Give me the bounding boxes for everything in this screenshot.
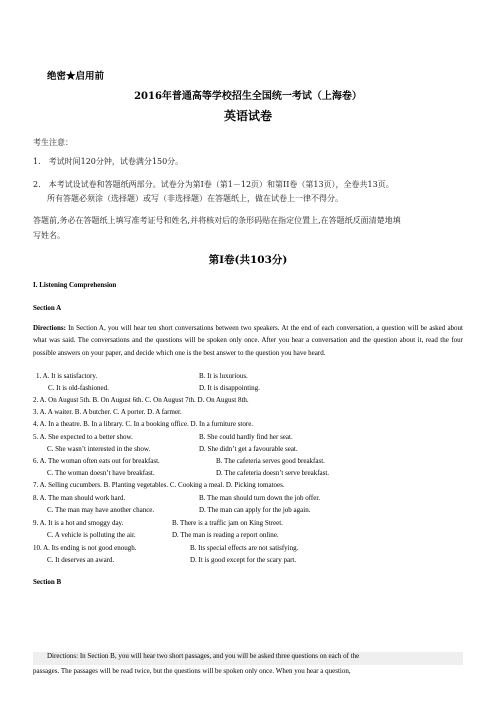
answer-instruction-cont: 写姓名。 (33, 231, 65, 240)
question-5-option-b: B. She could hardly find her seat. (199, 433, 293, 441)
question-3: 3. A. A waiter. B. A butcher. C. A porter. D. A farmer. (33, 408, 182, 416)
question-9-option-c: C. A vehicle is polluting the air. (47, 531, 136, 539)
exam-title: 2016年普通高等学校招生全国统一考试（上海卷） (134, 91, 362, 102)
question-1-option-b: B. It is luxurious. (199, 372, 248, 380)
question-5-option-a: 5. A. She expected to a better show. (33, 433, 133, 441)
secret-label: 绝密★启用前 (47, 71, 105, 82)
notice-heading: 考生注意： (33, 138, 73, 147)
question-6-option-c: C. The woman doesn’t have breakfast. (47, 469, 155, 477)
notice-item-1: 1. 考试时间120分钟，试卷满分150分。 (33, 157, 184, 166)
question-9-option-a: 9. A. It is a hot and smoggy day. (33, 519, 124, 527)
notice-item-2-cont: 所有答题必须涂（选择题）或写（非选择题）在答题纸上，做在试卷上一律不得分。 (47, 194, 343, 203)
question-6-option-b: B. The cafeteria serves good breakfast. (216, 457, 325, 465)
question-10-option-b: B. Its special effects are not satisfying. (190, 544, 299, 552)
question-10-option-a: 10. A. Its ending is not good enough. (33, 544, 137, 552)
question-7: 7. A. Selling cucumbers. B. Planting vegetables. C. Cooking a meal. D. Picking tomatoes. (33, 481, 285, 489)
question-10-option-d: D. It is good except for the scary part. (190, 556, 297, 564)
question-9-option-d: D. The man is reading a report online. (172, 531, 279, 539)
section-b-directions-line-2: passages. The passages will be read twice, but the questions will be spoken only once. When you hear a question, (33, 667, 351, 675)
section-a-title: Section A (33, 304, 62, 312)
paper-title: 英语试卷 (223, 109, 272, 123)
question-2: 2. A. On August 5th. B. On August 6th. C. On August 7th. D. On August 8th. (33, 396, 249, 404)
section-heading: I. Listening Comprehension (33, 281, 117, 289)
question-10-option-c: C. It deserves an award. (47, 556, 115, 564)
question-8-option-c: C. The man may have another chance. (47, 506, 155, 514)
notice-item-2: 2. 本考试设试卷和答题纸两部分。试卷分为第I卷（第1－12页）和第II卷（第13页），全卷共13页。 (33, 180, 394, 189)
question-1-option-c: C. It is old-fashioned. (48, 384, 109, 392)
question-6-option-a: 6. A. The woman often eats out for breakfast. (33, 457, 160, 465)
question-9-option-b: B. There is a traffic jam on King Street. (172, 519, 283, 527)
question-5-option-c: C. She wasn’t interested in the show. (47, 445, 151, 453)
directions-label: Directions: (33, 324, 66, 332)
question-6-option-d: D. The cafeteria doesn’t serve breakfast. (216, 469, 330, 477)
question-8-option-a: 8. A. The man should work hard. (33, 494, 126, 502)
section-b-title: Section B (33, 578, 62, 586)
question-8-option-d: D. The man can apply for the job again. (199, 506, 311, 514)
question-1-option-d: D. It is disappointing. (199, 384, 260, 392)
part-title: 第I卷(共103分) (208, 254, 288, 266)
section-b-directions-line-1: Directions: In Section B, you will hear two short passages, and you will be asked three questions on each of the (47, 652, 360, 660)
answer-instruction: 答题前,务必在答题纸上填写准考证号和姓名,并将核对后的条形码贴在指定位置上,在答题纸反面清楚地填 (33, 216, 401, 225)
question-4: 4. A. In a theatre. B. In a library. C. In a booking office. D. In a furniture store. (33, 420, 254, 428)
directions-text: In Section A, you will hear ten short conversations between two speakers. At the end of each conversation, a question will be asked about what was said. The conversations and the questions will be spoken only once. After you hear a conversation and the question about it, read the four possible answers on your paper, and decide which one is the best answer to the question you have heard. (33, 324, 463, 357)
question-5-option-d: D. She didn’t get a favourable seat. (199, 445, 298, 453)
question-1-option-a: 1. A. It is satisfactory. (36, 372, 98, 380)
question-8-option-b: B. The man should turn down the job offer. (199, 494, 321, 502)
section-a-directions (33, 322, 463, 359)
